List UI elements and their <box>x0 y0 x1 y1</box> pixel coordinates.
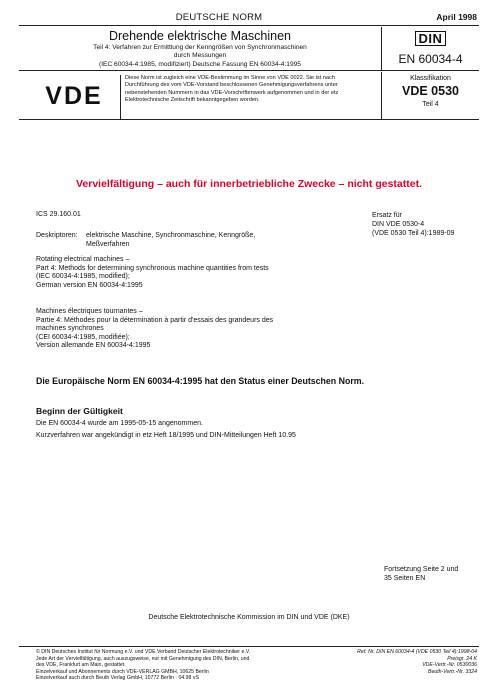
english-line: (IEC 60034-4:1985, modified); <box>36 273 130 281</box>
ersatz-line: (VDE 0530 Teil 4):1989-09 <box>372 230 455 237</box>
footer-reference <box>357 649 477 675</box>
english-line: Part 4: Methods for determining synchronous machine quantities from tests <box>36 264 269 272</box>
vde-note-line: Elektrotechnische Zeitschrift bekanntgegeben worden. <box>125 96 260 103</box>
footer-ref-line: Beuth-Vertr.-Nr. 3324 <box>427 668 477 675</box>
klassifikation-box <box>381 72 479 120</box>
din-box <box>381 27 479 71</box>
fortsetzung <box>384 565 458 583</box>
vde-note-line: Durchführung des vom VDE-Vorstand beschlossenen Genehmigungsverfahrens unter <box>125 82 338 89</box>
subtitle-line: durch Messungen <box>173 52 227 60</box>
vde-logo-text: VDE <box>45 81 103 110</box>
french-title <box>36 308 356 351</box>
status-statement: Die Europäische Norm EN 60034-4:1995 hat den Status einer Deutschen Norm. <box>36 376 365 386</box>
klassifikation-number: VDE 0530 <box>402 84 459 98</box>
subtitle-line: Teil 4: Verfahren zur Ermittlung der Kenngrößen von Synchronmaschinen <box>93 44 307 51</box>
vde-logo <box>25 79 123 113</box>
deskriptoren-line: elektrische Maschine, Synchronmaschine, Kenngröße, <box>86 232 256 239</box>
footer-copyright <box>36 649 250 682</box>
title-row <box>19 27 479 71</box>
ics-code: ICS 29.160.01 <box>36 211 81 218</box>
french-line: (CEI 60034-4:1985, modifiée); <box>36 333 130 341</box>
english-title <box>36 256 356 290</box>
footer-line: des VDE, Frankfurt am Main, gestattet. <box>36 662 126 669</box>
vde-note-line: nebenstehenden Nummern in das VDE-Vorschriftenwerk aufgenommen und in der etz <box>125 89 339 96</box>
kommission: Deutsche Elektrotechnische Kommission im DIN und VDE (DKE) <box>148 614 350 621</box>
footer-line: Einzelverkauf und Abonnements durch VDE-VERLAG GMBH, 10625 Berlin <box>36 668 209 675</box>
copy-warning: Vervielfältigung – auch für innerbetriebliche Zwecke – nicht gestattet. <box>75 178 422 190</box>
gueltigkeit-title: Beginn der Gültigkeit <box>36 406 123 416</box>
gueltigkeit-line: Die EN 60034-4 wurde am 1995-05-15 angenommen. <box>36 420 203 427</box>
ersatz-line: Ersatz für <box>372 212 402 219</box>
deskriptoren <box>36 231 346 249</box>
deskriptoren-values <box>86 231 346 249</box>
norm-label: DEUTSCHE NORM <box>175 12 263 23</box>
footer-line: Einzelverkauf auch durch Beuth Verlag GmbH, 10772 Berlin · 04.98 vS <box>36 675 199 682</box>
footer-ref-line: Preisgr. 24 K <box>447 655 477 662</box>
issue-date: April 1998 <box>436 12 477 22</box>
footer-divider <box>19 646 479 647</box>
vde-note-line: Diese Norm ist zugleich eine VDE-Bestimmung im Sinne von VDE 0022. Sie ist nach <box>125 75 335 81</box>
footer-line: © DIN Deutsches Institut für Normung e.V. und VDE Verband Deutscher Elektrotechniker e.V. <box>36 649 251 655</box>
ersatz-line: DIN VDE 0530-4 <box>372 221 425 228</box>
deskriptoren-line: Meßverfahren <box>86 241 130 248</box>
document-subtitle <box>19 44 381 69</box>
ersatz-block <box>372 211 454 238</box>
english-line: Rotating electrical machines – <box>36 256 130 263</box>
vde-note <box>120 75 380 119</box>
fortsetzung-line: 35 Seiten EN <box>384 575 426 582</box>
french-line: machines synchrones <box>36 325 104 333</box>
klassifikation-teil: Teil 4 <box>422 101 439 108</box>
footer-ref-line: Ref. Nr. DIN EN 60034-4 (VDE 0530 Teil 4):1998-04 <box>357 649 477 655</box>
din-number: EN 60034-4 <box>398 52 463 66</box>
din-logo: DIN <box>415 31 447 46</box>
klassifikation-label: Klassifikation <box>410 75 451 82</box>
french-line: Machines électriques tournantes – <box>36 308 143 315</box>
vde-row <box>19 72 479 120</box>
fortsetzung-line: Fortsetzung Seite 2 und <box>384 566 459 573</box>
title-box <box>19 27 381 71</box>
french-line: Partie 4: Méthodes pour la détermination à partir d'essais des grandeurs des <box>36 316 274 324</box>
document-title: Drehende elektrische Maschinen <box>108 29 292 43</box>
footer-ref-line: VDE-Vertr.-Nr. 0530036 <box>422 662 477 669</box>
french-line: Version allemande EN 60034-4:1995 <box>36 342 151 350</box>
gueltigkeit-line: Kurzverfahren war angekündigt in etz Heft 18/1995 und DIN-Mitteilungen Heft 10.95 <box>36 432 296 439</box>
footer-line: Jede Art der Vervielfältigung, auch auszugsweise, nur mit Genehmigung des DIN, Berlin, und <box>36 655 250 662</box>
top-line <box>19 6 479 26</box>
subtitle-line: (IEC 60034-4:1985, modifiziert) Deutsche Fassung EN 60034-4:1995 <box>99 60 301 68</box>
english-line: German version EN 60034-4:1995 <box>36 281 143 289</box>
deskriptoren-label: Deskriptoren: <box>36 232 78 239</box>
